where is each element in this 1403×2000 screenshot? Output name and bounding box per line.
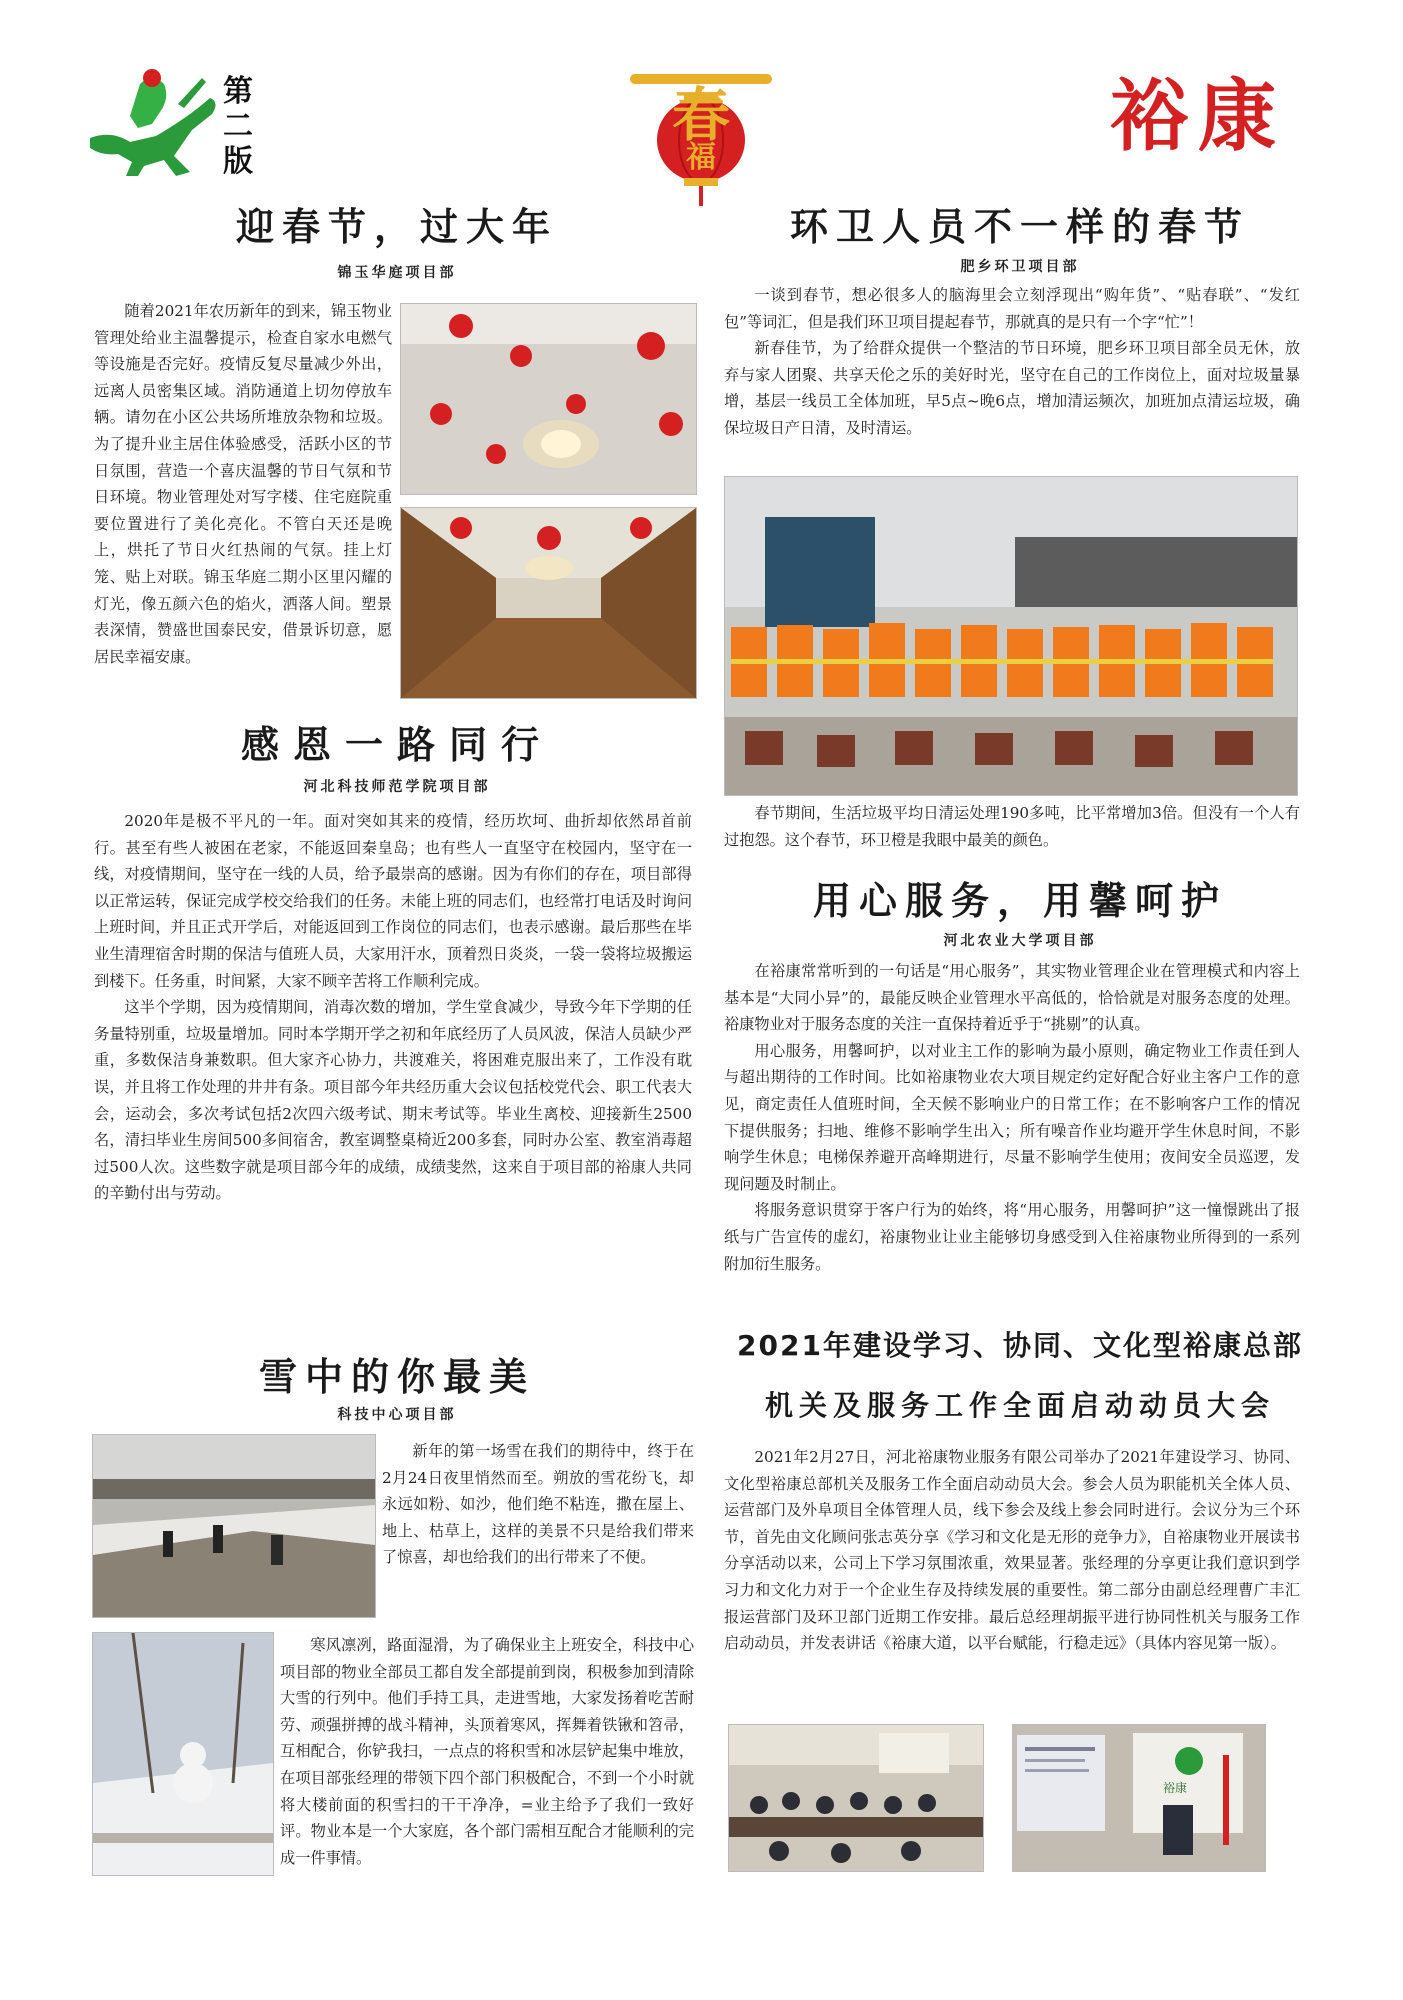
- conference-text: 2021年2月27日，河北裕康物业服务有限公司举办了2021年建设学习、协同、文化型裕康总部机关及服务工作全面启动动员大会。参会人员为职能机关全体人员、运营部门及外阜项目全体管理人员，线下参会及线上参会同时进行。会议分为三个环节，首先由文化顾问张志英分享《学习和文化是无形的竞争力》，自裕康物业开展读书分享活动以来，公司上下学习氛围浓重，效果显著。张经理的分享更让我们意识到学习力和文化力对于一个企业生存及持续发展的重要性。第二部分由副总经理曹广丰汇报运营部门及环卫部门近期工作安排。最后总经理胡振平进行协同性机关与服务工作启动动员，并发表讲话《裕康大道，以平台赋能，行稳走远》（具体内容见第一版）。: [724, 1448, 1300, 1653]
- sanitation-paragraph-2: 新春佳节，为了给群众提供一个整洁的节日环境，肥乡环卫项目部全员无休，放弃与家人团聚、共享天伦之乐的美好时光，坚守在自己的工作岗位上，面对垃圾量暴增，基层一线员工全体加班，早5点~晚6点，增加清运频次，加班加点清运垃圾，确保垃圾日产日清，及时清运。: [724, 339, 1300, 437]
- attentive-service-title: 用心服务，用馨呵护: [812, 879, 1227, 923]
- conference-title-line-2: 机关及服务工作全面启动动员大会: [764, 1389, 1275, 1422]
- sanitation-paragraph-1: 一谈到春节，想必很多人的脑海里会立刻浮现出“购年货”、“贴春联”、“发红包”等词汇，但是我们环卫项目提起春节，那就真的是只有一个字“忙”！: [724, 286, 1300, 331]
- snow-title: 雪中的你最美: [258, 1355, 535, 1399]
- snow-body-top: [382, 1438, 694, 1571]
- sanitation-department: 肥乡环卫项目部: [960, 259, 1080, 275]
- horse-logo: [82, 64, 222, 180]
- conference-speaker-photo: [1012, 1724, 1266, 1872]
- sanitation-paragraph-3: 春节期间，生活垃圾平均日清运处理190多吨，比平常增加3倍。但没有一个人有过抱怨。这个春节，环卫橙是我眼中最美的颜色。: [724, 804, 1300, 849]
- newspaper-name: 裕康: [1110, 72, 1287, 162]
- sanitation-title: 环卫人员不一样的春节: [789, 205, 1250, 249]
- attentive-service-paragraph-3: 将服务意识贯穿于客户行为的始终，将“用心服务，用馨呵护”这一憧憬跳出了报纸与广告宣传的虚幻，裕康物业让业主能够切身感受到入住裕康物业所得到的一系列附加衍生服务。: [724, 1201, 1300, 1273]
- fu-glyph: 福: [686, 140, 716, 175]
- speaker-photo-logo-text: 裕康: [1163, 1781, 1188, 1795]
- gratitude-title: 感恩一路同行: [240, 723, 553, 767]
- snow-department: 科技中心项目部: [337, 1407, 457, 1423]
- edition-label: 第二版: [223, 74, 253, 179]
- snowman-photo: [92, 1632, 274, 1876]
- conference-meeting-photo: [728, 1724, 984, 1872]
- welcome-spring-text: 随着2021年农历新年的到来，锦玉物业管理处给业主温馨提示，检查自家水电燃气等设施是否完好。疫情反复尽量减少外出，远离人员密集区域。消防通道上切勿停放车辆。请勿在小区公共场所堆放杂物和垃圾。为了提升业主居住体验感受，活跃小区的节日氛围，营造一个喜庆温馨的节日气氛和节日环境。物业管理处对写字楼、住宅庭院重要位置进行了美化亮化。不管白天还是晚上，烘托了节日火红热闹的气氛。挂上灯笼、贴上对联。锦玉华庭二期小区里闪耀的灯光，像五颜六色的焰火，洒落人间。塑景表深情，赞盛世国泰民安，借景诉切意，愿居民幸福安康。: [94, 302, 392, 666]
- snow-paragraph-1: 新年的第一场雪在我们的期待中，终于在2月24日夜里悄然而至。朔放的雪花纷飞，却永远如粉、如沙，他们绝不粘连，撒在屋上、地上、枯草上，这样的美景不只是给我们带来了惊喜，却也给我们的出行带来了不便。: [382, 1442, 694, 1567]
- gratitude-department: 河北科技师范学院项目部: [303, 779, 491, 795]
- snow-paragraph-2: 寒风凛冽，路面湿滑，为了确保业主上班安全，科技中心项目部的物业全部员工都自发全部提前到岗，积极参加到清除大雪的行列中。他们手持工具，走进雪地，大家发扬着吃苦耐劳、顽强拼搏的战斗精神，头顶着寒风，挥舞着铁锹和笤帚，互相配合，你铲我扫，一点点的将积雪和冰层铲起集中堆放，在项目部张经理的带领下四个部门积极配合，不到一个小时就将大楼前面的积雪扫的干干净净，=业主给予了我们一致好评。物业本是一个大家庭，各个部门需相互配合才能顺利的完成一件事情。: [280, 1636, 694, 1867]
- sanitation-body-bottom: [724, 800, 1300, 853]
- conference-body: [724, 1444, 1300, 1657]
- gratitude-body: [94, 808, 692, 1207]
- welcome-spring-department: 锦玉华庭项目部: [337, 265, 457, 281]
- attentive-service-paragraph-2: 用心服务，用馨呵护，以对业主工作的影响为最小原则，确定物业工作责任到人与超出期待的工作时间。比如裕康物业农大项目规定约定好配合好业主客户工作的意见，商定责任人值班时间，全天候不影响业户的日常工作；在不影响客户工作的情况下提供服务；扫地、维修不影响学生出入；所有噪音作业均避开学生休息时间，不影响学生休息；电梯保养避开高峰期进行，尽量不影响学生使用；夜间安全员巡逻，发现问题及时制止。: [724, 1041, 1300, 1193]
- conference-title-line-1: 2021年建设学习、协同、文化型裕康总部: [737, 1329, 1303, 1362]
- spring-glyph: 春: [671, 81, 730, 149]
- corridor-lanterns-photo: [400, 507, 697, 699]
- attentive-service-body: [724, 958, 1300, 1277]
- gratitude-paragraph-1: 2020年是极不平凡的一年。面对突如其来的疫情，经历坎坷、曲折却依然昂首前行。甚至有些人被困在老家，不能返回秦皇岛；也有些人一直坚守在校园内，坚守在一线，对疫情期间，坚守在一线的人员，给予最崇高的感谢。因为有你们的存在，项目部得以正常运转，保证完成学校交给我们的任务。未能上班的同志们，也经常打电话及时询问上班时间，并且正式开学后，对能返回到工作岗位的同志们，也表示感谢。最后那些在毕业生清理宿舍时期的保洁与值班人员，大家用汗水，顶着烈日炎炎，一袋一袋将垃圾搬运到楼下。任务重，时间紧，大家不顾辛苦将工作顺利完成。: [94, 812, 692, 990]
- snow-clearing-photo: [92, 1434, 376, 1618]
- welcome-spring-title: 迎春节，过大年: [235, 205, 558, 249]
- sanitation-body-top: [724, 282, 1300, 442]
- welcome-spring-body: [94, 298, 392, 670]
- spring-lantern-emblem: [626, 60, 776, 208]
- gratitude-paragraph-2: 这半个学期，因为疫情期间，消毒次数的增加，学生堂食减少，导致今年下学期的任务量特别重，垃圾量增加。同时本学期开学之初和年底经历了人员风波，保洁人员缺少严重，多数保洁身兼数职。但大家齐心协力，共渡难关，将困难克服出来了，工作没有耽误，并且将工作处理的井井有条。项目部今年共经历重大会议包括校党代会、职工代表大会，运动会，多次考试包括2次四六级考试、期末考试等。毕业生离校、迎接新生2500名，清扫毕业生房间500多间宿舍，教室调整桌椅近200多套，同时办公室、教室消毒超过500人次。这些数字就是项目部今年的成绩，成绩斐然，这来自于项目部的裕康人共同的辛勤付出与劳动。: [94, 998, 692, 1203]
- lanterns-chandelier-photo: [400, 303, 697, 495]
- sanitation-workers-photo: [724, 476, 1298, 796]
- attentive-service-paragraph-1: 在裕康常常听到的一句话是“用心服务”，其实物业管理企业在管理模式和内容上基本是“大同小异”的，最能反映企业管理水平高低的，恰恰就是对服务态度的处理。裕康物业对于服务态度的关注一直保持着近乎于“挑剔”的认真。: [724, 962, 1300, 1034]
- attentive-service-department: 河北农业大学项目部: [943, 933, 1097, 949]
- snow-body-bottom: [280, 1632, 694, 1871]
